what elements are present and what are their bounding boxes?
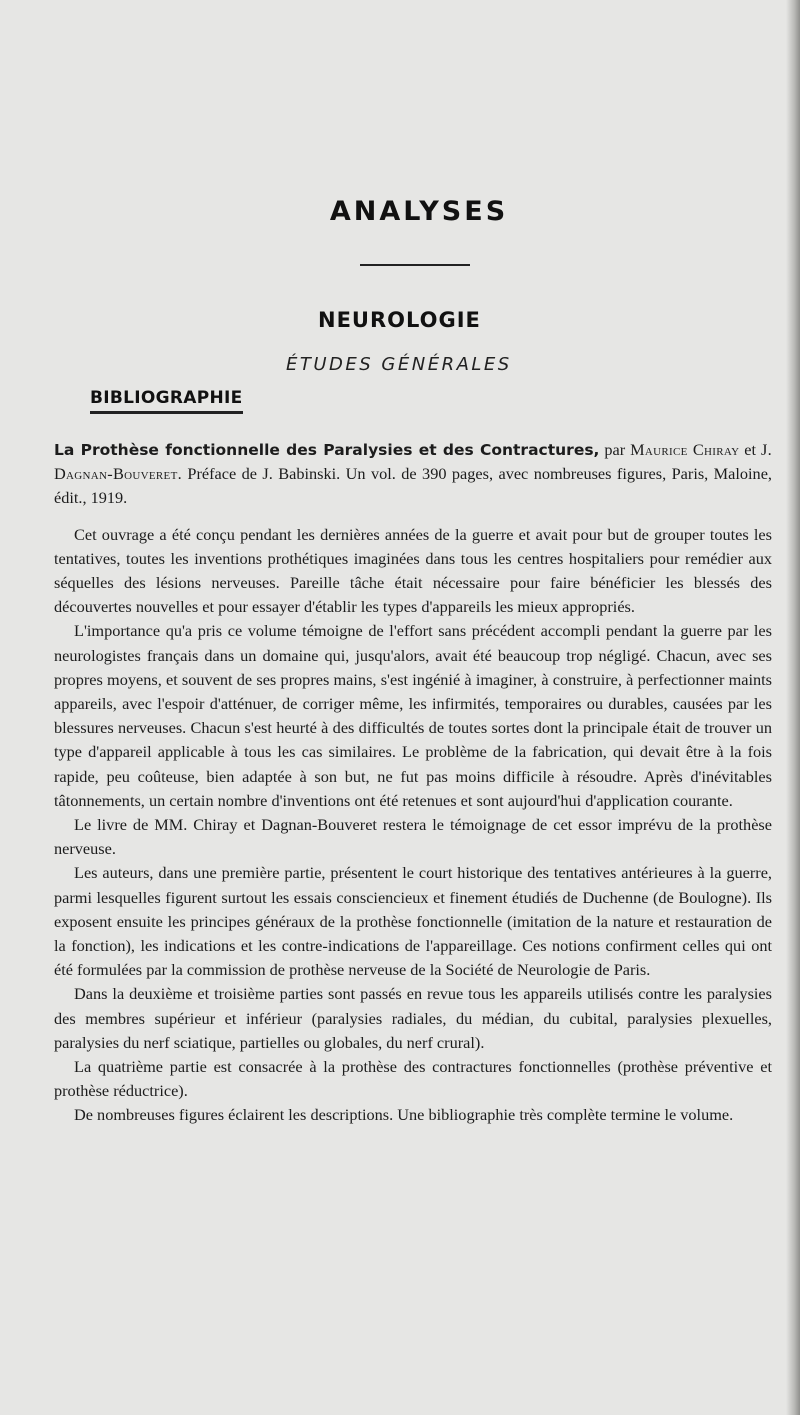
author-2: J. Dagnan-Bouveret. bbox=[54, 440, 772, 484]
subsection-title: ÉTUDES GÉNÉRALES bbox=[286, 354, 512, 375]
paragraph: Les auteurs, dans une première partie, présentent le court historique des tentatives antérieures à la guerre, parmi lesquelles figurent surtout les essais consciencieux et finement étudiés de Duchenne (de Boulogne). Ils exposent ensuite les principes généraux de la prothèse fonctionnelle (imitation de la nature et restauration de la fonction), les indications et les contre-indications de l'appareillage. Ces notions confirment celles qui ont été formulées par la commission de prothèse nerveuse de la Société de Neurologie de Paris. bbox=[54, 863, 772, 980]
author-1: Maurice Chiray bbox=[630, 440, 740, 459]
reference-par: par bbox=[604, 440, 626, 459]
paragraph: L'importance qu'a pris ce volume témoigne de l'effort sans précédent accompli pendant la guerre par les neurologistes français dans un domaine qui, jusqu'alors, avait été beaucoup trop négligé. Chacun, avec ses propres moyens, et souvent de ses propres mains, s'est ingénié à imaginer, à construire, à perfectionner maints appareils, avec l'espoir d'atténuer, de corriger même, les infirmités, temporaires ou durables, causées par les blessures nerveuses. Chacun s'est heurté à des difficultés de toutes sortes dont la principale était de trouver un type d'appareil applicable à tous les cas similaires. Le problème de la fabrication, qui devait être à la fois rapide, peu coûteuse, bien adaptée à son but, ne fut pas moins difficile à résoudre. Après d'inévitables tâtonnements, un certain nombre d'inventions ont été retenues et sont aujourd'hui d'application courante. bbox=[54, 621, 772, 810]
article-body bbox=[54, 438, 772, 1128]
paragraph: Cet ouvrage a été conçu pendant les dernières années de la guerre et avait pour but de grouper toutes les tentatives, toutes les inventions prothétiques imaginées dans tous les centres hospitaliers pour remédier aux séquelles des lésions nerveuses. Pareille tâche était nécessaire pour faire bénéficier les blessés des découvertes nouvelles et pour essayer d'établir les types d'appareils les mieux appropriés. bbox=[54, 524, 772, 617]
bibliographic-reference bbox=[54, 438, 772, 511]
paragraph: La quatrième partie est consacrée à la prothèse des contractures fonctionnelles (prothèse préventive et prothèse réductrice). bbox=[54, 1057, 772, 1101]
category-heading: BIBLIOGRAPHIE bbox=[90, 388, 243, 414]
paragraph: Le livre de MM. Chiray et Dagnan-Bouveret restera le témoignage de cet essor imprévu de la prothèse nerveuse. bbox=[54, 815, 772, 859]
paragraph: Dans la deuxième et troisième parties sont passés en revue tous les appareils utilisés contre les paralysies des membres supérieur et inférieur (paralysies radiales, du médian, du cubital, paralysies plexuelles, paralysies du nerf sciatique, partielles ou globales, du nerf crural). bbox=[54, 984, 772, 1052]
page-title: ANALYSES bbox=[329, 196, 509, 227]
reference-et: et bbox=[744, 440, 757, 459]
section-title: NEUROLOGIE bbox=[318, 308, 481, 332]
paragraph: De nombreuses figures éclairent les descriptions. Une bibliographie très complète termine le volume. bbox=[74, 1105, 734, 1125]
book-title: La Prothèse fonctionnelle des Paralysies et des Contractures, bbox=[54, 441, 600, 459]
title-rule bbox=[360, 264, 470, 266]
reference-details: Préface de J. Babinski. Un vol. de 390 pages, avec nombreuses figures, Paris, Maloine, édit., 1919. bbox=[54, 464, 772, 508]
